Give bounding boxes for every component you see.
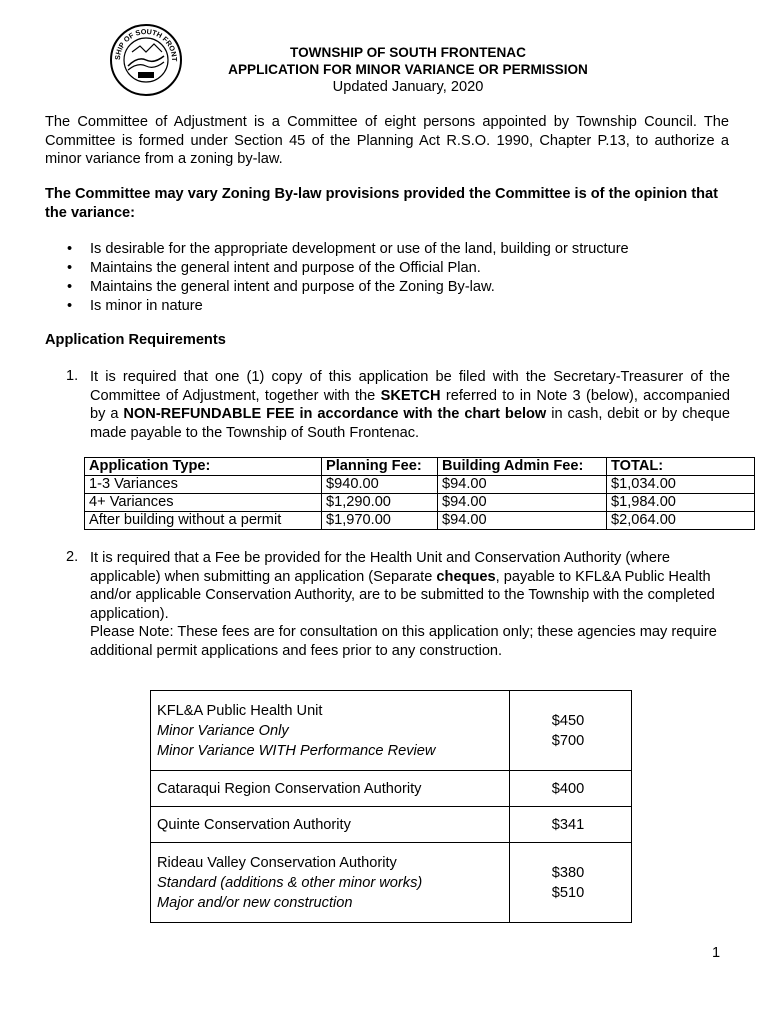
agency-qca: Quinte Conservation Authority: [151, 807, 510, 843]
table-cell: 4+ Variances: [85, 494, 322, 512]
requirement-item-2: It is required that a Fee be provided for the Health Unit and Conservation Authority (where applicable) when submitting an application (Separate cheques, payable to KFL&A Public Health and/or applicable Conservation Authority, are to be submitted to the Township with the completed application). Please Note: These fees are for consultation on this application only; these agencies may require additional permit applications and fees prior to any construction.: [90, 550, 717, 659]
agency-rvca: Rideau Valley Conservation Authority Standard (additions & other minor works) Major and/or new construction: [151, 843, 510, 923]
bullet-icon: •: [67, 241, 73, 257]
item-number-1: 1.: [66, 368, 79, 384]
agency-kfla-fee: $450 $700: [510, 691, 632, 771]
table-row: [151, 691, 632, 771]
table-cell: $1,290.00: [322, 494, 438, 512]
table-row: [85, 494, 755, 512]
item-number-2: 2.: [66, 549, 79, 565]
agency-qca-fee: $341: [510, 807, 632, 843]
doc-title-township: TOWNSHIP OF SOUTH FRONTENAC: [290, 45, 526, 60]
seal-text: SHIP OF SOUTH FRONT: [112, 26, 180, 62]
table-row: [85, 476, 755, 494]
header-application-type: Application Type:: [85, 458, 322, 476]
bullet-icon: •: [67, 279, 73, 295]
requirement-item-1: It is required that one (1) copy of this application be filed with the Secretary-Treasurer of the Committee of Adjustment, together with the SKETCH referred to in Note 3 (below), accompanied by a NON-REFUNDABLE FEE in accordance with the chart below in cash, debit or by cheque made payable to the Township of South Frontenac.: [90, 369, 730, 441]
doc-title-application: APPLICATION FOR MINOR VARIANCE OR PERMISSION: [228, 62, 588, 77]
section-heading-requirements: Application Requirements: [45, 332, 226, 348]
header-planning-fee: Planning Fee:: [322, 458, 438, 476]
page-number: 1: [712, 945, 721, 961]
agency-crca: Cataraqui Region Conservation Authority: [151, 771, 510, 807]
bullet-icon: •: [67, 260, 73, 276]
list-item: • Maintains the general intent and purpose of the Official Plan.: [67, 260, 481, 276]
fee-table: [84, 457, 755, 530]
table-cell: $1,984.00: [607, 494, 755, 512]
table-row: [151, 807, 632, 843]
table-cell: $940.00: [322, 476, 438, 494]
table-cell: $94.00: [438, 494, 607, 512]
table-row: [151, 771, 632, 807]
doc-updated-date: Updated January, 2020: [332, 79, 484, 95]
intro-paragraph: The Committee of Adjustment is a Committee of eight persons appointed by Township Council. The Committee is formed under Section 45 of the Planning Act R.S.O. 1990, Chapter P.13, to authorize a minor variance from a zoning by-law.: [45, 114, 729, 167]
header-building-admin-fee: Building Admin Fee:: [438, 458, 607, 476]
table-row: [85, 512, 755, 530]
table-cell: $1,034.00: [607, 476, 755, 494]
agency-kfla: KFL&A Public Health Unit Minor Variance Only Minor Variance WITH Performance Review: [151, 691, 510, 771]
variance-conditions-lead: The Committee may vary Zoning By-law provisions provided the Committee is of the opinion that the variance:: [45, 186, 719, 221]
list-item: • Maintains the general intent and purpose of the Zoning By-law.: [67, 279, 495, 295]
agency-fee-table: [150, 690, 632, 923]
table-cell: After building without a permit: [85, 512, 322, 530]
variance-conditions-list: [67, 240, 707, 316]
agency-rvca-fee: $380 $510: [510, 843, 632, 923]
table-cell: $2,064.00: [607, 512, 755, 530]
table-cell: $94.00: [438, 512, 607, 530]
list-item: • Is minor in nature: [67, 298, 203, 314]
table-cell: $1,970.00: [322, 512, 438, 530]
header-total: TOTAL:: [607, 458, 755, 476]
agency-crca-fee: $400: [510, 771, 632, 807]
bullet-icon: •: [67, 298, 73, 314]
table-cell: 1-3 Variances: [85, 476, 322, 494]
table-header-row: [85, 458, 755, 476]
table-row: [151, 843, 632, 923]
table-cell: $94.00: [438, 476, 607, 494]
agency-fee-note: Please Note: These fees are for consultation on this application only; these agencies may require additional permit applications and fees prior to any construction.: [90, 624, 717, 659]
list-item: • Is desirable for the appropriate development or use of the land, building or structure: [67, 241, 629, 257]
